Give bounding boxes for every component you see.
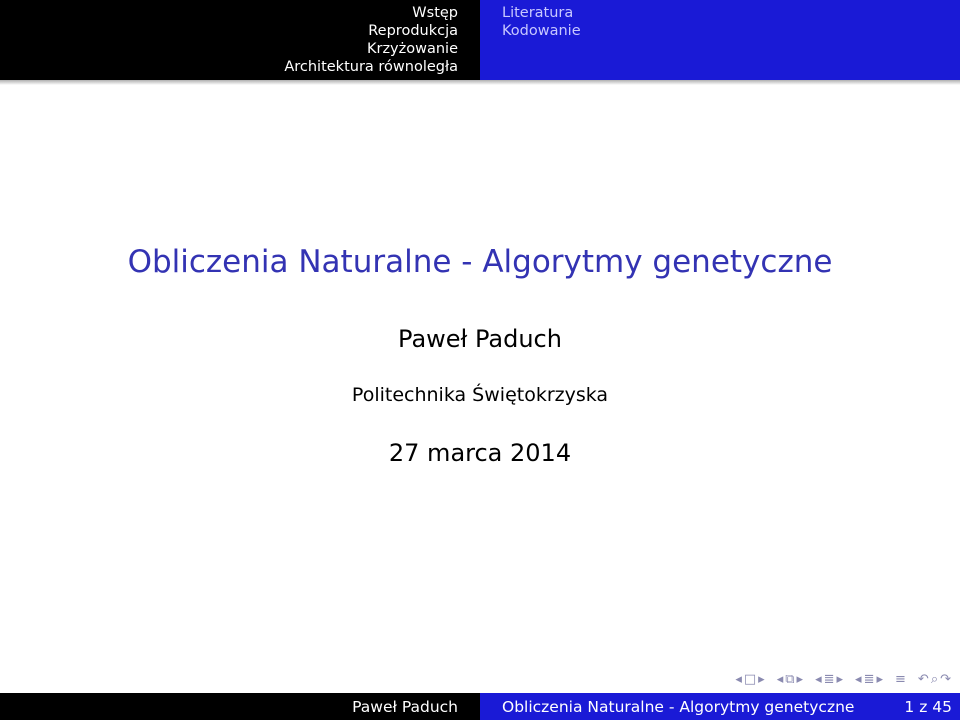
slide-institute: Politechnika Świętokrzyska xyxy=(351,384,609,406)
frame-icon[interactable]: ⧉ xyxy=(785,672,795,687)
prev-frame-icon[interactable]: ◂ xyxy=(776,672,784,687)
slide-icon[interactable]: □ xyxy=(743,672,757,687)
slide-author: Paweł Paduch xyxy=(398,325,562,353)
footer xyxy=(0,693,960,720)
footer-right-panel xyxy=(480,693,960,720)
header-shadow xyxy=(0,80,960,85)
nav-section-kodowanie[interactable]: Kodowanie xyxy=(502,23,581,39)
nav-frame-group xyxy=(776,670,804,690)
section-icon[interactable]: ≣ xyxy=(863,672,875,687)
prev-section-icon[interactable]: ◂ xyxy=(855,672,862,687)
next-frame-icon[interactable]: ▸ xyxy=(796,672,804,687)
footer-author: Paweł Paduch xyxy=(352,697,458,716)
navigation-symbols xyxy=(734,670,952,690)
nav-section-architektura[interactable]: Architektura równoległa xyxy=(284,59,458,75)
document-icon[interactable]: ≡ xyxy=(895,672,906,687)
next-section-icon[interactable]: ▸ xyxy=(876,672,883,687)
footer-left-panel xyxy=(0,693,480,720)
nav-section-krzyzowanie[interactable]: Krzyżowanie xyxy=(366,41,458,57)
nav-section-wstep[interactable]: Wstęp xyxy=(412,5,458,21)
subsection-icon[interactable]: ≣ xyxy=(823,672,835,687)
nav-section-reprodukcja[interactable]: Reprodukcja xyxy=(368,23,458,39)
nav-document-group xyxy=(894,670,907,690)
search-icon[interactable]: ⌕ xyxy=(930,672,939,687)
section-navigation-header xyxy=(0,0,960,80)
slide-date: 27 marca 2014 xyxy=(388,439,572,467)
footer-page-number: 1 z 45 xyxy=(904,697,952,716)
nav-slide-group xyxy=(734,670,765,690)
footer-title: Obliczenia Naturalne - Algorytmy genetyczne xyxy=(502,697,855,716)
nav-subsection-group xyxy=(814,670,844,690)
prev-subsection-icon[interactable]: ◂ xyxy=(815,672,822,687)
header-right-panel xyxy=(480,0,960,80)
nav-section-group xyxy=(854,670,884,690)
prev-slide-icon[interactable]: ◂ xyxy=(735,672,742,687)
next-subsection-icon[interactable]: ▸ xyxy=(836,672,844,687)
back-icon[interactable]: ↶ xyxy=(917,672,929,687)
title-block xyxy=(0,240,960,468)
nav-section-literatura[interactable]: Literatura xyxy=(502,5,574,21)
next-slide-icon[interactable]: ▸ xyxy=(758,672,765,687)
header-left-panel xyxy=(0,0,480,80)
slide-title: Obliczenia Naturalne - Algorytmy genetyczne xyxy=(127,244,833,280)
forward-icon[interactable]: ↷ xyxy=(940,672,951,687)
nav-search-group xyxy=(917,670,952,690)
